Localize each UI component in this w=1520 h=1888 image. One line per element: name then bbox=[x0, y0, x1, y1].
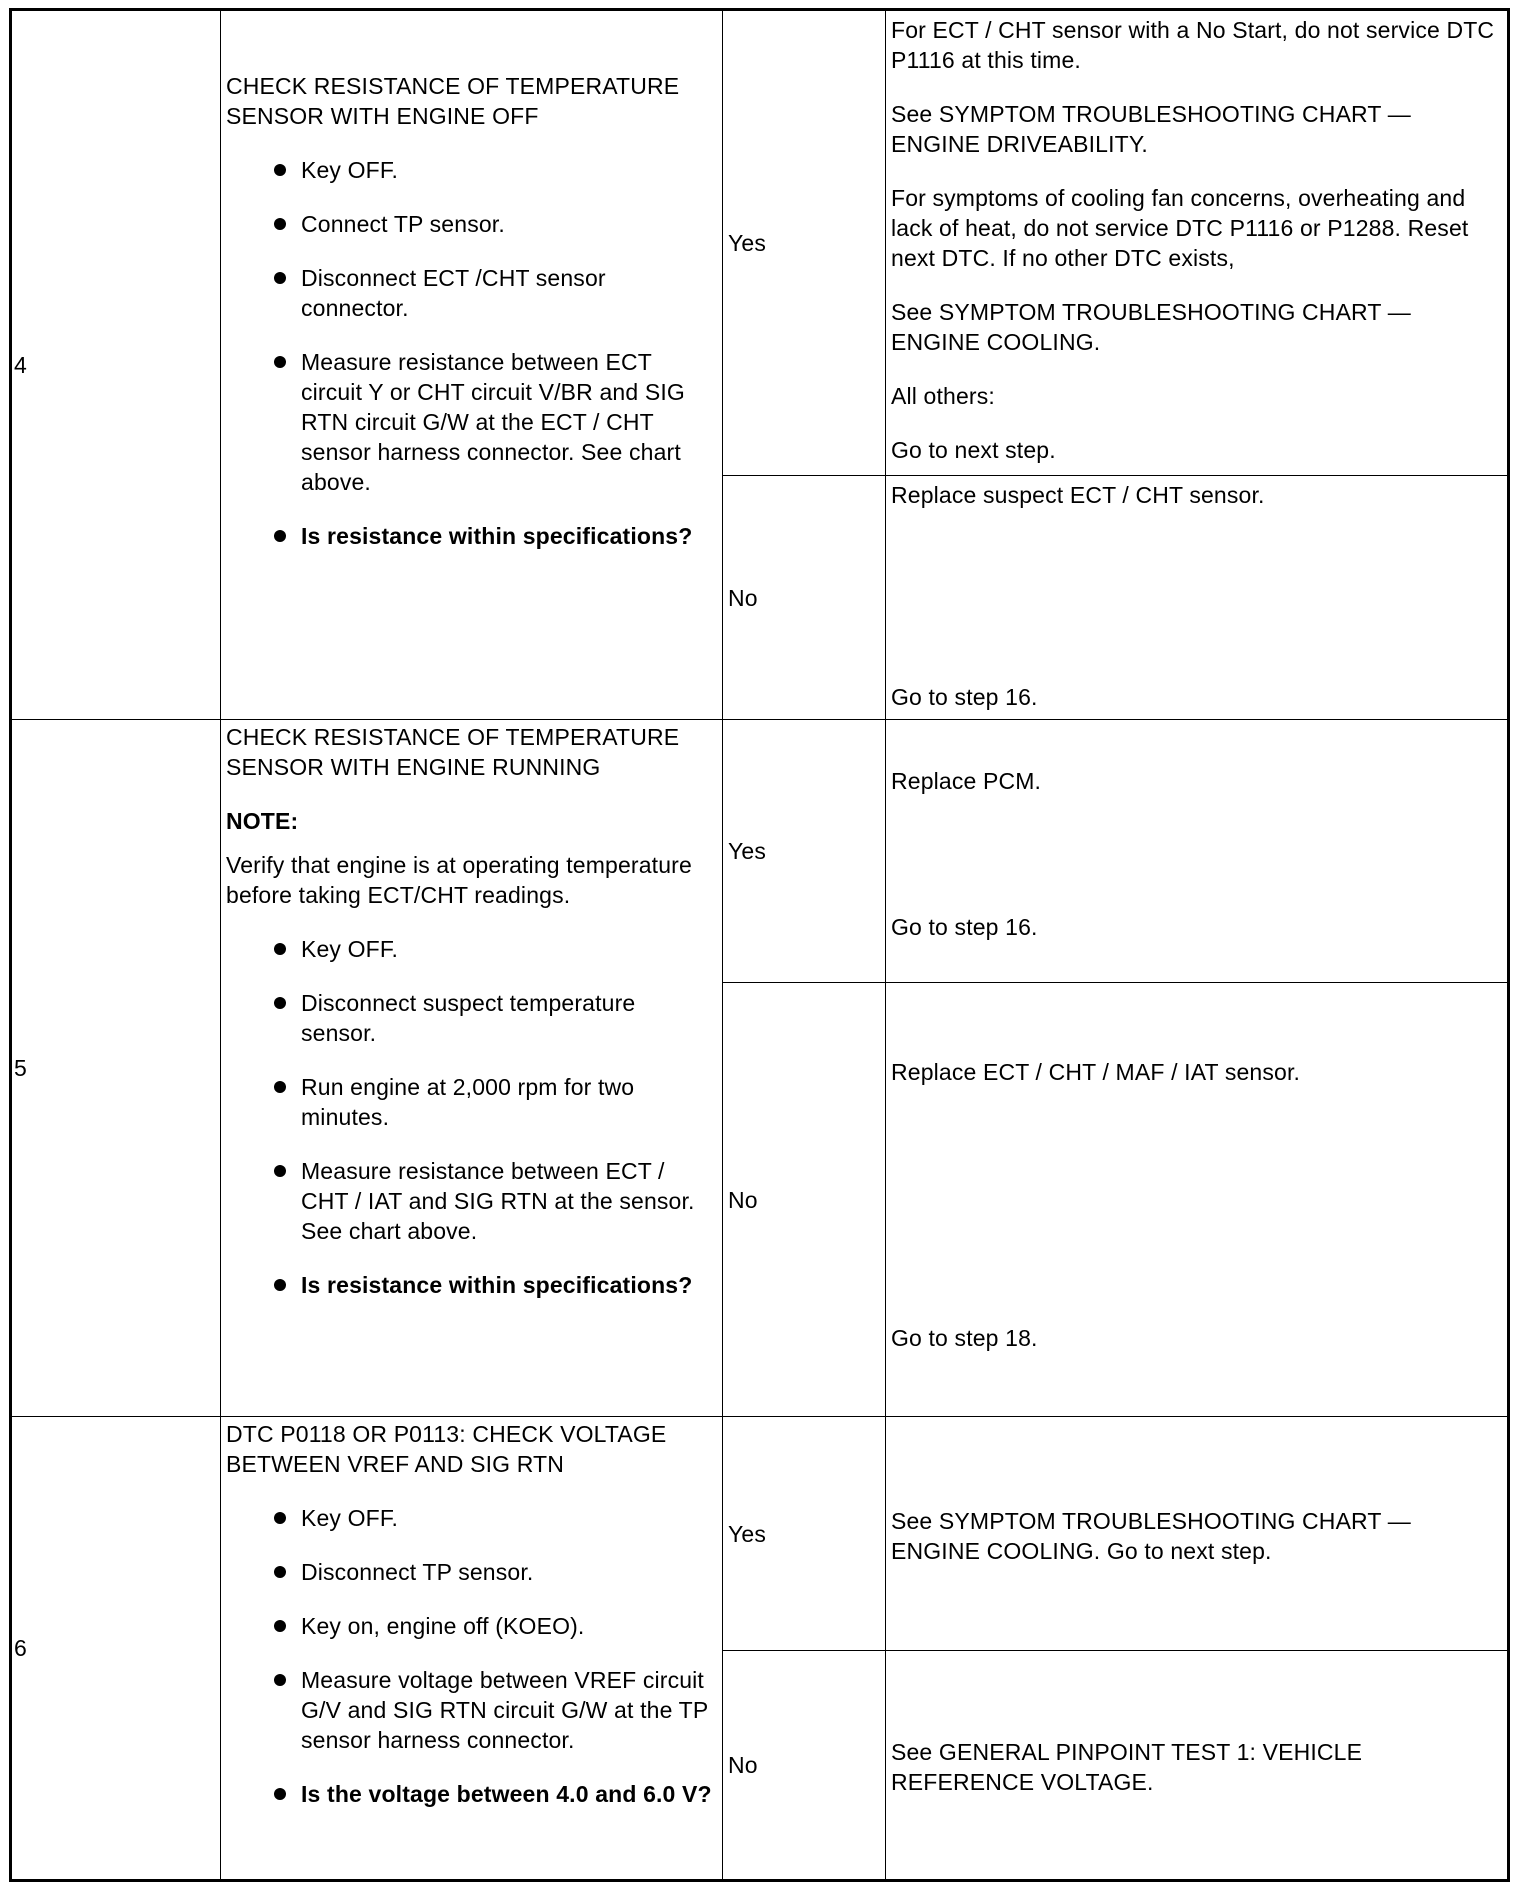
goto-text: Go to step 16. bbox=[891, 914, 1038, 940]
test-steps-list bbox=[226, 155, 714, 551]
table-row bbox=[11, 1417, 1509, 1651]
action-no bbox=[886, 983, 1509, 1417]
list-item-text: Measure resistance between ECT circuit Y or CHT circuit V/BR and SIG RTN circuit G/W at the ECT / CHT sensor harness connector. See chart above. bbox=[301, 349, 685, 495]
action-text: See SYMPTOM TROUBLESHOOTING CHART — ENGINE COOLING. Go to next step. bbox=[891, 1507, 1411, 1564]
table-row bbox=[11, 10, 1509, 476]
list-item-text: Measure resistance between ECT / CHT / IAT and SIG RTN at the sensor. See chart above. bbox=[301, 1158, 695, 1244]
step-number: 6 bbox=[11, 1417, 221, 1881]
list-item-text: Connect TP sensor. bbox=[301, 211, 505, 237]
bullet-icon bbox=[274, 164, 286, 176]
test-cell bbox=[221, 720, 723, 1417]
list-item bbox=[226, 988, 714, 1048]
test-cell bbox=[221, 10, 723, 720]
pinpoint-test-table bbox=[9, 8, 1510, 1882]
bullet-icon bbox=[274, 1081, 286, 1093]
test-title: CHECK RESISTANCE OF TEMPERATURE SENSOR WITH ENGINE OFF bbox=[226, 73, 680, 129]
answer-yes: Yes bbox=[723, 1417, 886, 1651]
list-item-text: Disconnect ECT /CHT sensor connector. bbox=[301, 265, 606, 321]
list-item-text: Measure voltage between VREF circuit G/V and SIG RTN circuit G/W at the TP sensor harness connector. bbox=[301, 1667, 708, 1753]
test-cell bbox=[221, 1417, 723, 1881]
list-item bbox=[226, 209, 714, 239]
list-item bbox=[226, 1611, 714, 1641]
question-text: Is resistance within specifications? bbox=[301, 523, 693, 549]
action-text: Replace PCM. bbox=[891, 768, 1042, 794]
list-item bbox=[226, 934, 714, 964]
action-yes bbox=[886, 720, 1509, 983]
bullet-icon bbox=[274, 1674, 286, 1686]
action-no bbox=[886, 476, 1509, 720]
question-text: Is resistance within specifications? bbox=[301, 1272, 693, 1298]
action-text: See GENERAL PINPOINT TEST 1: VEHICLE REFERENCE VOLTAGE. bbox=[891, 1739, 1363, 1795]
bullet-icon bbox=[274, 997, 286, 1009]
test-title: CHECK RESISTANCE OF TEMPERATURE SENSOR WITH ENGINE RUNNING bbox=[226, 724, 680, 780]
bullet-icon bbox=[274, 356, 286, 368]
bullet-icon bbox=[274, 272, 286, 284]
test-question bbox=[226, 1270, 714, 1300]
step-number: 5 bbox=[11, 720, 221, 1417]
list-item-text: Key OFF. bbox=[301, 936, 399, 962]
note-text: Verify that engine is at operating temperature before taking ECT/CHT readings. bbox=[226, 852, 692, 908]
list-item bbox=[226, 1557, 714, 1587]
action-no bbox=[886, 1651, 1509, 1881]
test-question bbox=[226, 1779, 714, 1809]
list-item bbox=[226, 1072, 714, 1132]
test-steps-list bbox=[226, 934, 714, 1300]
action-text: Replace ECT / CHT / MAF / IAT sensor. bbox=[891, 1059, 1301, 1085]
list-item bbox=[226, 347, 714, 497]
test-steps-list bbox=[226, 1503, 714, 1809]
bullet-icon bbox=[274, 1788, 286, 1800]
list-item-text: Key OFF. bbox=[301, 1505, 399, 1531]
action-text: Replace suspect ECT / CHT sensor. bbox=[891, 482, 1265, 508]
answer-no: No bbox=[723, 476, 886, 720]
goto-text: Go to step 18. bbox=[891, 1325, 1038, 1351]
action-text: Go to next step. bbox=[891, 437, 1056, 463]
bullet-icon bbox=[274, 530, 286, 542]
bullet-icon bbox=[274, 1165, 286, 1177]
table-row bbox=[11, 720, 1509, 983]
note-label: NOTE: bbox=[226, 808, 299, 834]
list-item-text: Key OFF. bbox=[301, 157, 399, 183]
test-question bbox=[226, 521, 714, 551]
step-number: 4 bbox=[11, 10, 221, 720]
answer-yes: Yes bbox=[723, 10, 886, 476]
list-item bbox=[226, 1503, 714, 1533]
action-yes bbox=[886, 10, 1509, 476]
list-item bbox=[226, 1156, 714, 1246]
answer-no: No bbox=[723, 983, 886, 1417]
goto-text: Go to step 16. bbox=[891, 684, 1038, 710]
bullet-icon bbox=[274, 218, 286, 230]
action-text: See SYMPTOM TROUBLESHOOTING CHART — ENGINE COOLING. bbox=[891, 299, 1411, 355]
list-item bbox=[226, 263, 714, 323]
answer-no: No bbox=[723, 1651, 886, 1881]
bullet-icon bbox=[274, 1279, 286, 1291]
list-item-text: Run engine at 2,000 rpm for two minutes. bbox=[301, 1074, 635, 1130]
list-item bbox=[226, 155, 714, 185]
question-text: Is the voltage between 4.0 and 6.0 V? bbox=[301, 1781, 712, 1807]
list-item bbox=[226, 1665, 714, 1755]
test-title: DTC P0118 OR P0113: CHECK VOLTAGE BETWEEN VREF AND SIG RTN bbox=[226, 1421, 667, 1477]
action-text: For symptoms of cooling fan concerns, overheating and lack of heat, do not service DTC P1116 or P1288. Reset next DTC. If no other DTC exists, bbox=[891, 185, 1469, 271]
action-text: All others: bbox=[891, 383, 995, 409]
list-item-text: Disconnect suspect temperature sensor. bbox=[301, 990, 636, 1046]
bullet-icon bbox=[274, 943, 286, 955]
bullet-icon bbox=[274, 1620, 286, 1632]
list-item-text: Disconnect TP sensor. bbox=[301, 1559, 534, 1585]
action-text: See SYMPTOM TROUBLESHOOTING CHART — ENGINE DRIVEABILITY. bbox=[891, 101, 1411, 157]
bullet-icon bbox=[274, 1512, 286, 1524]
answer-yes: Yes bbox=[723, 720, 886, 983]
list-item-text: Key on, engine off (KOEO). bbox=[301, 1613, 585, 1639]
action-yes bbox=[886, 1417, 1509, 1651]
bullet-icon bbox=[274, 1566, 286, 1578]
action-text: For ECT / CHT sensor with a No Start, do not service DTC P1116 at this time. bbox=[891, 17, 1495, 73]
